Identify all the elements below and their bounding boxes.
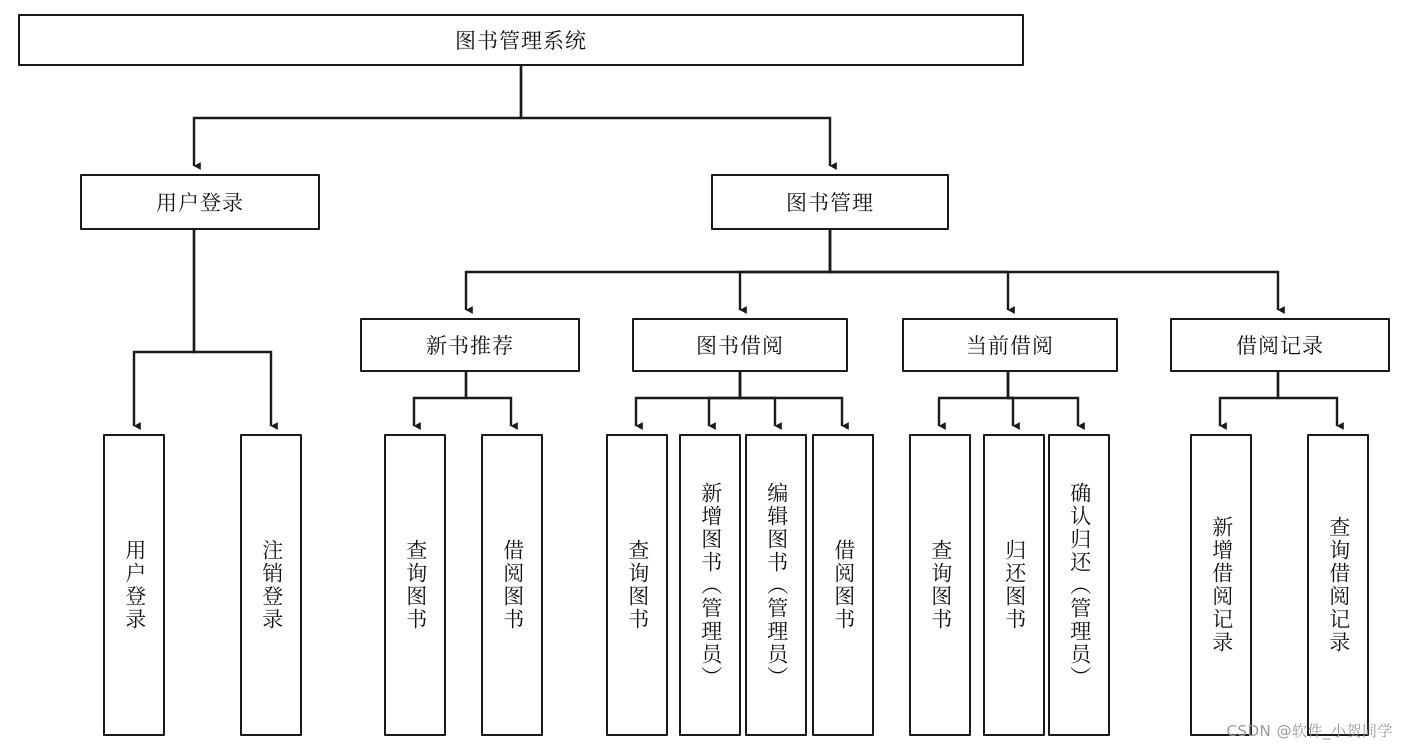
node-label: 借阅图书 [500,539,525,631]
connector-root-to-login [194,66,521,166]
node-borrow [632,318,848,372]
node-addbook [679,434,741,736]
connector-newrec-to-q1 [414,372,466,426]
node-label: 借阅图书 [831,539,856,631]
node-q1 [384,434,446,736]
node-b2 [812,434,874,736]
node-label: 编辑图书（管理员） [764,481,789,689]
connector-record-to-qrec [1278,372,1337,426]
connector-bookmgr-to-record [830,230,1278,310]
node-editbook [745,434,807,736]
node-label: 查询借阅记录 [1326,516,1351,654]
watermark: CSDN @软件_小贺同学 [1226,722,1393,740]
node-label: 查询图书 [403,539,428,631]
node-root [18,14,1024,66]
node-label: 归还图书 [1002,539,1027,631]
node-label: 查询图书 [928,539,953,631]
connector-borrow-to-addbook [709,372,740,426]
node-addrec [1190,434,1252,736]
node-login [80,174,320,230]
node-current [902,318,1118,372]
node-userlogin [103,434,165,736]
node-bookmgr [711,174,949,230]
node-qrec [1307,434,1369,736]
connector-borrow-to-b2 [740,372,842,426]
node-q3 [909,434,971,736]
node-return [983,434,1045,736]
node-b1 [481,434,543,736]
node-userlogout [240,434,302,736]
node-label: 确认归还（管理员） [1067,481,1092,689]
node-q2 [606,434,668,736]
node-label: 图书管理 [786,191,874,215]
connector-current-to-confirm [1008,372,1078,426]
node-confirm [1048,434,1110,736]
connector-newrec-to-b1 [466,372,511,426]
connector-login-to-userlogout [194,230,271,426]
node-label: 借阅记录 [1236,334,1324,358]
connector-current-to-q3 [939,372,1008,426]
node-label: 注销登录 [259,539,284,631]
connector-login-to-userlogin [134,230,194,426]
connector-record-to-addrec [1220,372,1278,426]
node-label: 新增借阅记录 [1209,516,1234,654]
node-label: 新增图书（管理员） [698,481,723,689]
node-label: 当前借阅 [966,334,1054,358]
connector-bookmgr-to-borrow [740,230,830,310]
node-label: 图书借阅 [696,334,784,358]
node-record [1170,318,1390,372]
connector-bookmgr-to-newrec [466,230,830,310]
node-label: 图书管理系统 [455,29,587,53]
connector-root-to-bookmgr [521,66,830,166]
connector-bookmgr-to-current [830,230,1008,310]
node-label: 用户登录 [156,191,244,215]
node-newrec [360,318,580,372]
node-label: 查询图书 [625,539,650,631]
node-label: 用户登录 [122,539,147,631]
node-label: 新书推荐 [426,334,514,358]
